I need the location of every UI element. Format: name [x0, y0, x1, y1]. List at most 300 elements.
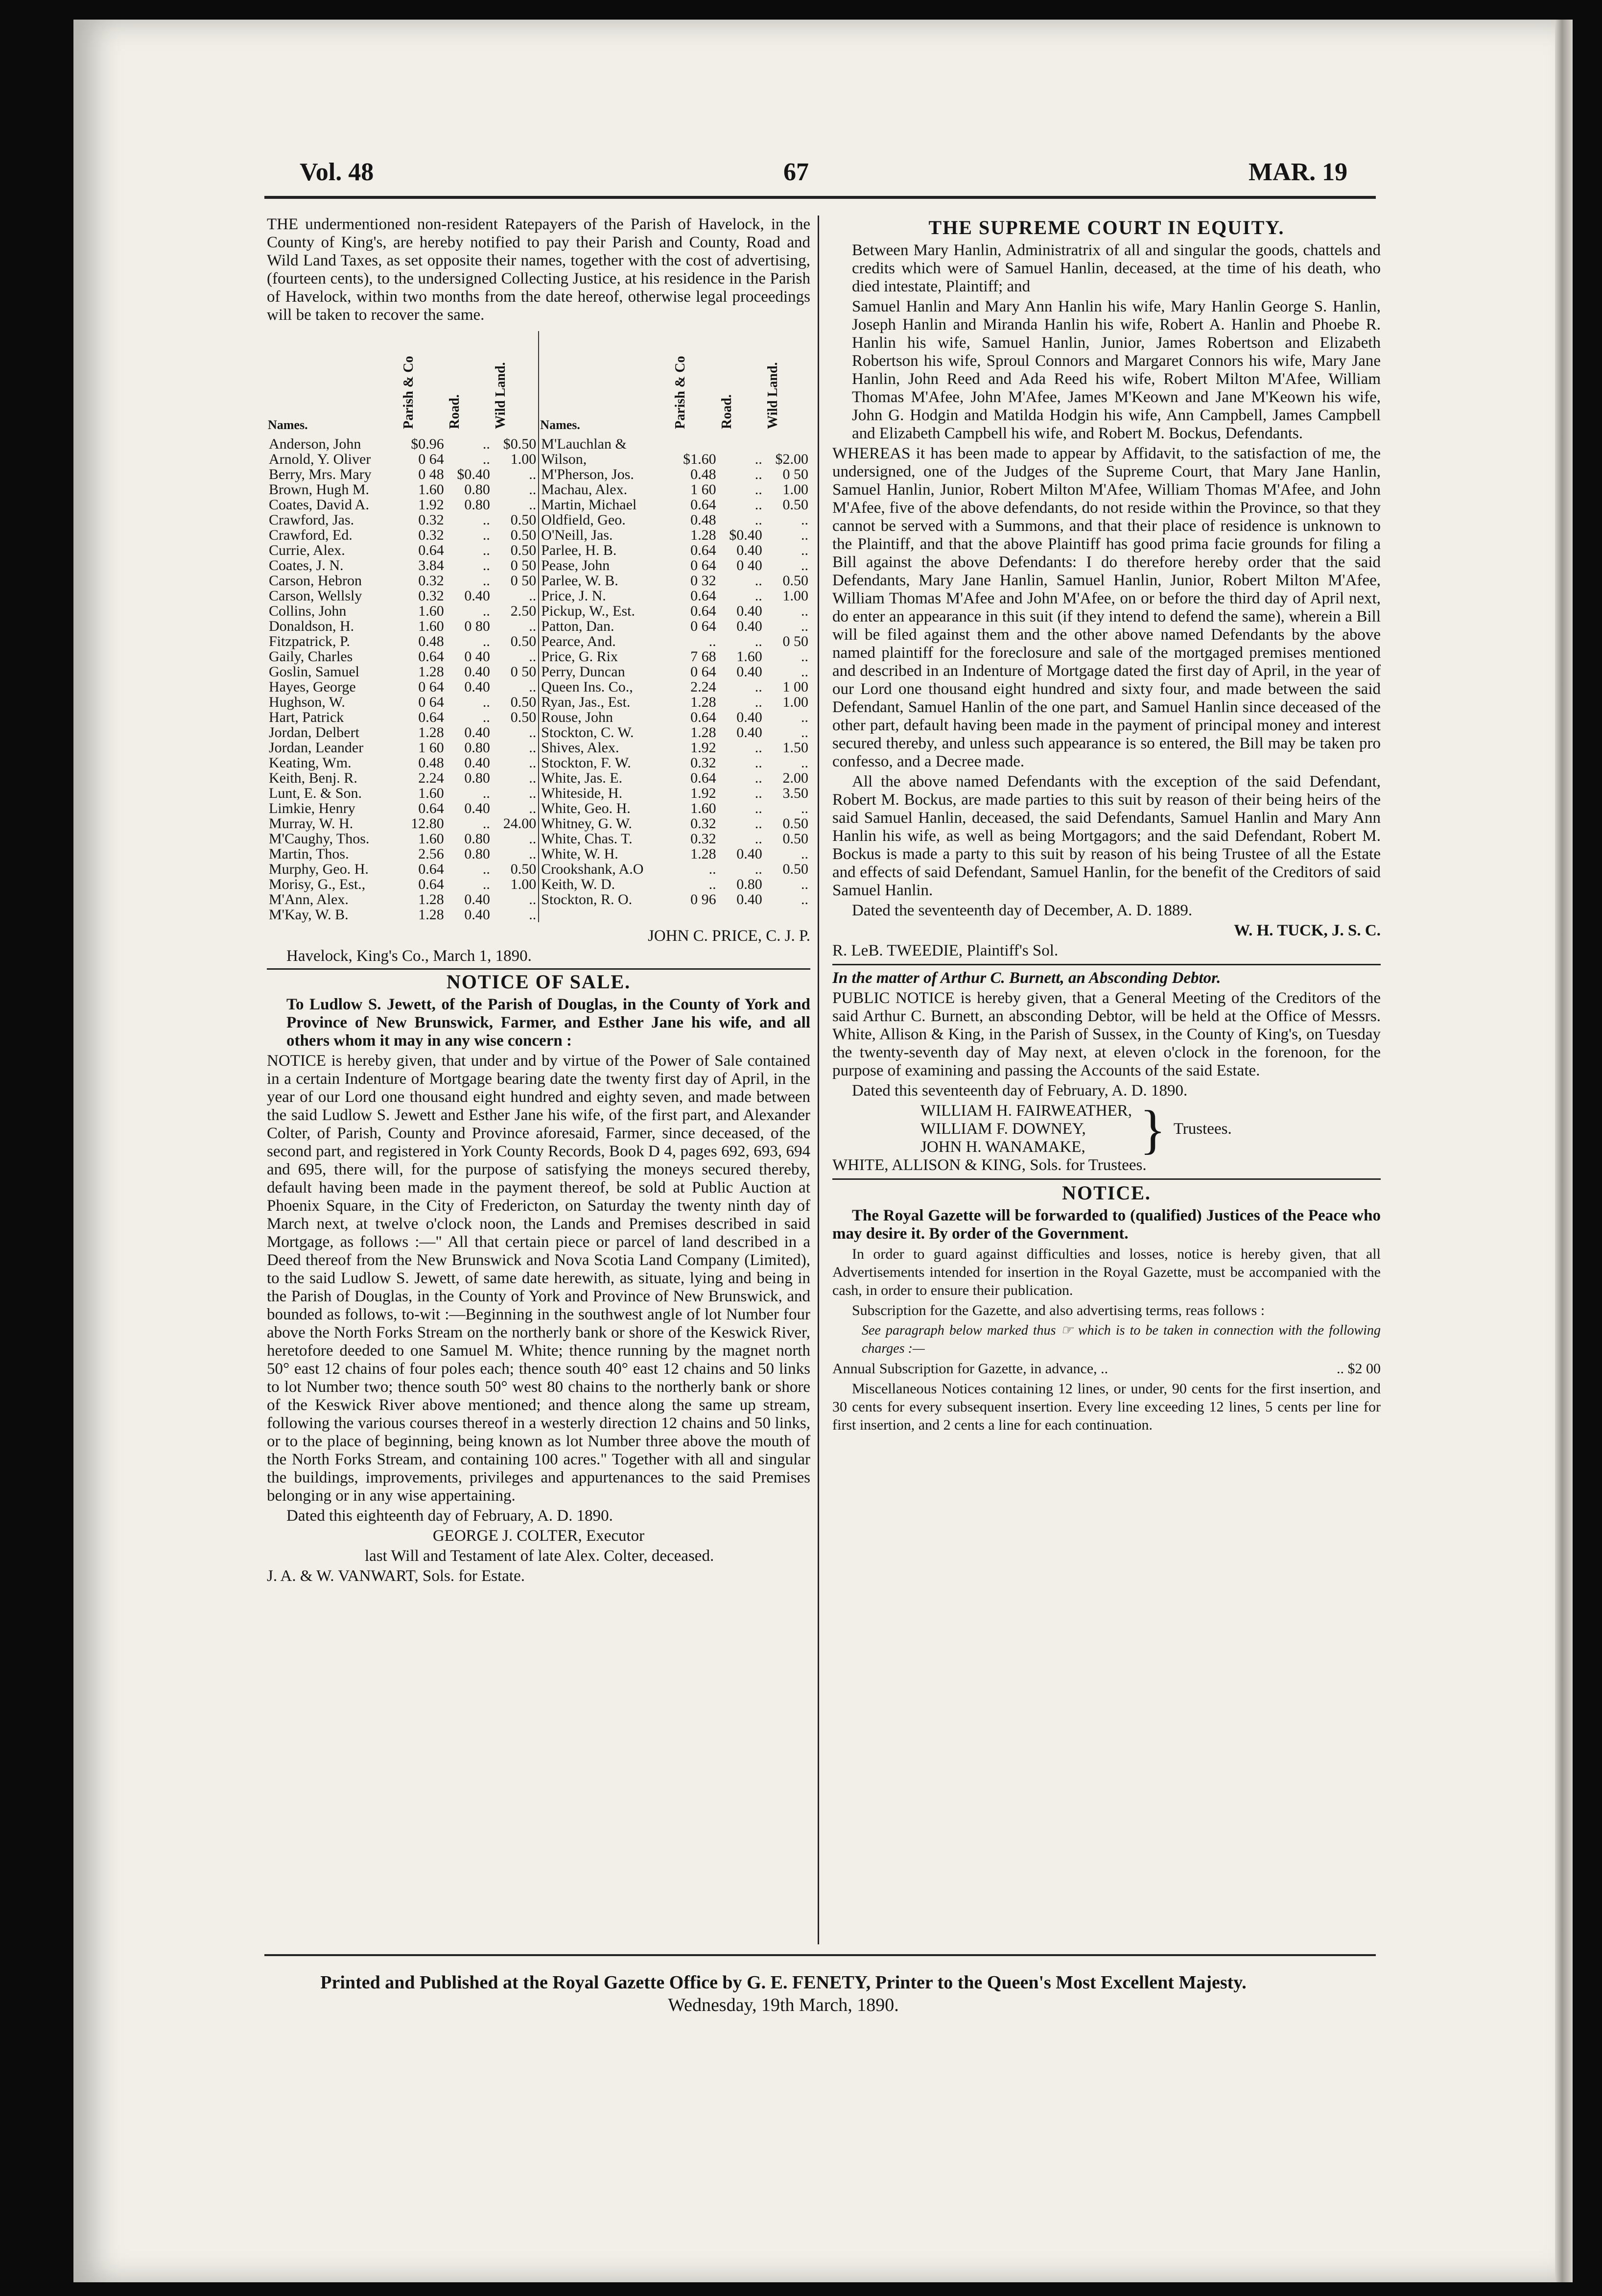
table-cell: Arnold, Y. Oliver [269, 451, 371, 467]
table-cell: Keith, W. D. [539, 877, 672, 892]
table-cell: M'Lauchlan & [539, 436, 672, 452]
table-cell: 2.00 [782, 770, 808, 786]
table-cell: Carson, Hebron [269, 573, 362, 589]
col-parish-2: Parish & Co [673, 356, 688, 429]
notice-misc: Miscellaneous Notices containing 12 lines, or under, 90 cents for the first insertion, and 30 cents for every subsequent insertion. Every line exceeding 12 lines, 5 cents per line for first insertion, and 2 cents a line for each continuation. [832, 1381, 1381, 1433]
footer-date: Wednesday, 19th March, 1890. [668, 1995, 899, 2015]
table-cell: 0.40 [464, 755, 490, 771]
table-cell: .. [754, 831, 762, 847]
table-cell: 0 50 [782, 633, 808, 649]
table-cell: 0.48 [690, 512, 716, 528]
trustees-block [832, 1099, 1381, 1159]
table-cell: 1.00 [782, 588, 808, 604]
table-cell: White, Jas. E. [539, 770, 672, 786]
issue-date: MAR. 19 [1249, 158, 1348, 186]
table-cell: 1.00 [782, 481, 808, 498]
table-cell: 0.40 [464, 724, 490, 741]
table-cell: .. [754, 588, 762, 604]
table-row [267, 603, 810, 619]
table-cell: 0.80 [464, 481, 490, 498]
table-cell: 0.40 [464, 907, 490, 923]
table-cell: .. [482, 709, 490, 725]
page-edge [1555, 20, 1573, 2282]
table-row [267, 467, 810, 482]
table-cell [539, 907, 672, 922]
table-cell: Pearce, And. [539, 634, 672, 649]
table-cell [718, 436, 764, 452]
table-row [267, 664, 810, 679]
table-cell: 3.50 [782, 785, 808, 801]
table-cell: 1 60 [418, 740, 444, 756]
table-cell: .. [482, 785, 490, 801]
table-cell: .. [801, 618, 808, 634]
table-cell: 12.80 [411, 815, 444, 832]
table-cell: .. [754, 679, 762, 695]
table-cell: Keith, Benj. R. [269, 770, 357, 786]
table-cell: 0 50 [510, 573, 537, 589]
table-cell: M'Pherson, Jos. [539, 467, 672, 482]
table-cell: Carson, Wellsly [269, 588, 362, 604]
table-cell: Parlee, W. B. [539, 573, 672, 588]
table-cell: Crawford, Jas. [269, 512, 354, 528]
table-cell: 0.50 [510, 527, 537, 543]
column-rule [818, 215, 819, 1944]
table-cell: 0.32 [418, 588, 444, 604]
table-cell: Limkie, Henry [269, 800, 355, 816]
table-cell: Donaldson, H. [269, 618, 354, 634]
table-cell: .. [801, 709, 808, 725]
table-cell: 0 96 [690, 891, 716, 908]
table-cell: 0.32 [418, 573, 444, 589]
table-cell: Hayes, George [269, 679, 356, 695]
table-cell: Fitzpatrick, P. [269, 633, 350, 649]
table-cell: .. [482, 633, 490, 649]
table-row [267, 436, 810, 452]
notice-line-4: See paragraph below marked thus ☞ which is to be taken in connection with the following charges :— [862, 1323, 1381, 1356]
table-cell: 0.32 [690, 815, 716, 832]
trustee-3: JOHN H. WANAMAKE, [920, 1138, 1085, 1156]
table-cell: 2.50 [510, 603, 537, 619]
table-cell: 0.40 [736, 618, 762, 634]
table-cell: Machau, Alex. [539, 482, 672, 497]
table-cell: Ryan, Jas., Est. [539, 694, 672, 710]
table-cell: 0 50 [510, 557, 537, 574]
left-column [267, 215, 810, 1587]
equity-whereas: WHEREAS it has been made to appear by Affidavit, to the satisfaction of me, the undersigned, one of the Judges of the Supreme Court, that Mary Jane Hanlin, Samuel Hanlin, Junior, Robert Milton M'Afee, William Thomas M'Afee, and John M'Afee, five of the above defendants, do not reside within the Province, so that they cannot be served with a Summons, and that their place of residence is unknown to the Plaintiff, and that the above Plaintiff has good prima facie grounds for filing a Bill against the above Defendants: I do therefore hereby order that the said Defendants, Mary Jane Hanlin, Samuel Hanlin, Junior, Robert Milton M'Afee, William Thomas M'Afee and John M'Afee, on or before the third day of April next, do enter an appearance in this suit (if they intend to defend the same), wherein a Bill will be filed against them and the other above named Defendants by the above named plaintiff for the foreclosure and sale of the mortgaged premises mentioned and described in an Indenture of Mortgage dated the first day of April, in the year of our Lord one thousand eight hundred and sixty four, and made between the said Defendant, Samuel Hanlin of the one part, and Samuel Hanlin since deceased of the other part, default having been made in the payment of principal money and interest secured thereby, and unless such appearance is so entered, the Bill may be taken pro confesso, and a Decree made. [832, 445, 1381, 770]
right-column [832, 215, 1381, 1436]
table-cell: White, Chas. T. [539, 831, 672, 846]
table-cell: .. [754, 497, 762, 513]
equity-parties-1: Between Mary Hanlin, Administratrix of all and singular the goods, chattels and credits which were of Samuel Hanlin, deceased, at the time of his death, who died intestate, Plaintiff; and [852, 241, 1381, 295]
table-cell: Pickup, W., Est. [539, 603, 672, 619]
table-cell: .. [754, 740, 762, 756]
table-row [267, 816, 810, 831]
table-cell: 0.80 [464, 497, 490, 513]
table-row [267, 846, 810, 861]
table-cell [718, 907, 764, 922]
burnett-rule [832, 964, 1381, 965]
table-cell: Coates, David A. [269, 497, 369, 513]
table-cell: 0.32 [690, 831, 716, 847]
table-cell: Wilson, [539, 452, 672, 467]
annual-subscription [832, 1360, 1381, 1378]
table-cell: .. [529, 770, 537, 786]
table-cell: .. [801, 527, 808, 543]
table-cell [764, 907, 810, 922]
table-cell: 0.40 [736, 846, 762, 862]
table-cell: 0.50 [510, 542, 537, 558]
sale-executor-2: last Will and Testament of late Alex. Colter, deceased. [365, 1547, 714, 1565]
table-cell: 1.00 [510, 876, 537, 892]
notice-title: NOTICE. [1062, 1182, 1151, 1204]
table-cell: 7 68 [690, 648, 716, 665]
table-cell: .. [529, 800, 537, 816]
table-row [267, 619, 810, 634]
table-cell: $0.40 [457, 466, 490, 482]
table-row [267, 786, 810, 801]
table-cell: .. [801, 664, 808, 680]
trustee-2: WILLIAM F. DOWNEY, [920, 1120, 1086, 1138]
table-cell: .. [754, 800, 762, 816]
table-cell: .. [754, 755, 762, 771]
table-cell: 0.50 [510, 709, 537, 725]
table-row [267, 573, 810, 588]
table-cell: 0 40 [736, 557, 762, 574]
table-cell: 1.00 [510, 451, 537, 467]
table-cell: Goslin, Samuel [269, 664, 359, 680]
table-row [267, 649, 810, 664]
table-cell: 0.40 [736, 724, 762, 741]
table-row [267, 710, 810, 725]
header-rule [264, 196, 1376, 199]
table-cell: 0.64 [690, 603, 716, 619]
table-cell: 0.48 [690, 466, 716, 482]
page-number: 67 [783, 158, 809, 186]
table-cell: 0.64 [690, 770, 716, 786]
table-cell: 0.50 [782, 831, 808, 847]
table-row [267, 679, 810, 694]
table-cell: 1.28 [418, 724, 444, 741]
table-cell: 0.80 [464, 740, 490, 756]
table-cell: 3.84 [418, 557, 444, 574]
table-cell: .. [754, 785, 762, 801]
table-cell: Price, J. N. [539, 588, 672, 603]
table-cell: 0 48 [418, 466, 444, 482]
col-names: Names. [268, 418, 308, 432]
ratepayers-dateline: Havelock, King's Co., March 1, 1890. [286, 947, 532, 965]
table-cell: 0.80 [464, 846, 490, 862]
table-cell: .. [754, 861, 762, 877]
table-cell: .. [482, 815, 490, 832]
table-row [267, 831, 810, 846]
table-row [267, 527, 810, 543]
table-cell: Stockton, R. O. [539, 892, 672, 907]
table-cell: 1.92 [418, 497, 444, 513]
table-cell: Stockton, F. W. [539, 755, 672, 770]
table-cell: 2.56 [418, 846, 444, 862]
table-cell: 1.28 [690, 527, 716, 543]
table-cell [672, 907, 718, 922]
table-cell: 24.00 [503, 815, 537, 832]
table-cell: 0.40 [736, 664, 762, 680]
burnett-body: PUBLIC NOTICE is hereby given, that a General Meeting of the Creditors of the said Arthur C. Burnett, an absconding Debtor, will be held at the Office of Messrs. White, Allison & King, in the Parish of Sussex, in the County of King's, on Tuesday the twenty-seventh day of May next, at eleven o'clock in the forenoon, for the purpose of examining and passing the Accounts of the said Estate. [832, 989, 1381, 1079]
table-cell: .. [482, 527, 490, 543]
table-cell: Gaily, Charles [269, 648, 353, 665]
table-cell: 0.50 [510, 512, 537, 528]
table-cell: 0.40 [736, 542, 762, 558]
table-cell: .. [482, 603, 490, 619]
table-cell: Price, G. Rix [539, 649, 672, 664]
table-cell: 1.28 [418, 664, 444, 680]
table-cell: Parlee, H. B. [539, 543, 672, 558]
table-cell: 0.64 [418, 876, 444, 892]
table-cell: 1.28 [690, 724, 716, 741]
trustee-1: WILLIAM H. FAIRWEATHER, [920, 1102, 1132, 1120]
table-cell: 0.40 [464, 679, 490, 695]
table-cell: 1.60 [418, 618, 444, 634]
table-row [267, 452, 810, 467]
table-row [267, 558, 810, 573]
table-cell: .. [708, 633, 716, 649]
trustees-label: Trustees. [1173, 1120, 1232, 1138]
table-cell: .. [529, 891, 537, 908]
table-cell: Jordan, Leander [269, 740, 364, 756]
table-cell: .. [482, 876, 490, 892]
table-cell: Keating, Wm. [269, 755, 352, 771]
table-cell: 0 50 [510, 664, 537, 680]
table-cell: $0.50 [503, 436, 537, 452]
table-cell: Anderson, John [269, 436, 361, 452]
sale-dated: Dated this eighteenth day of February, A. D. 1890. [286, 1507, 613, 1525]
table-cell: .. [754, 633, 762, 649]
col-wild-2: Wild Land. [765, 362, 780, 429]
burnett-dated: Dated this seventeenth day of February, A. D. 1890. [852, 1082, 1188, 1100]
sale-solicitors: J. A. & W. VANWART, Sols. for Estate. [267, 1567, 525, 1585]
notice-line-1: The Royal Gazette will be forwarded to (qualified) Justices of the Peace who may desire it. By order of the Government. [832, 1207, 1381, 1243]
table-row [267, 892, 810, 907]
table-cell: 0.50 [510, 694, 537, 710]
table-cell: 0.40 [464, 588, 490, 604]
table-cell: 0.64 [690, 497, 716, 513]
table-cell: 0 80 [464, 618, 490, 634]
col-road: Road. [447, 394, 462, 429]
table-cell: .. [801, 557, 808, 574]
table-cell: 1.00 [782, 694, 808, 710]
table-cell: 0 64 [690, 664, 716, 680]
table-cell: .. [529, 588, 537, 604]
table-cell: Lunt, E. & Son. [269, 785, 362, 801]
table-cell: 0.40 [736, 603, 762, 619]
table-cell: .. [482, 861, 490, 877]
table-cell: .. [801, 891, 808, 908]
trustees-brace-icon: } [1140, 1099, 1166, 1159]
table-cell: Hart, Patrick [269, 709, 344, 725]
table-cell: .. [754, 512, 762, 528]
table-cell: 0.48 [418, 633, 444, 649]
table-cell: 1.60 [418, 481, 444, 498]
table-cell: 0.80 [464, 831, 490, 847]
table-cell: M'Kay, W. B. [269, 907, 349, 923]
table-cell: 0.48 [418, 755, 444, 771]
table-cell: .. [482, 542, 490, 558]
table-cell: Stockton, C. W. [539, 725, 672, 740]
table-cell: Perry, Duncan [539, 664, 672, 679]
table-cell: .. [801, 846, 808, 862]
table-cell: Murphy, Geo. H. [269, 861, 369, 877]
col-road-2: Road. [719, 394, 734, 429]
table-cell: $1.60 [683, 451, 716, 467]
table-cell: 0 64 [418, 451, 444, 467]
table-cell: Coates, J. N. [269, 557, 344, 574]
table-cell: 2.24 [418, 770, 444, 786]
table-cell: $2.00 [775, 451, 808, 467]
table-cell: .. [801, 603, 808, 619]
table-cell: Patton, Dan. [539, 619, 672, 634]
table-cell: Collins, John [269, 603, 347, 619]
table-cell: 0.40 [736, 709, 762, 725]
burnett-heading: In the matter of Arthur C. Burnett, an Absconding Debtor. [832, 969, 1221, 987]
table-cell: 0.64 [418, 800, 444, 816]
table-cell: 1.60 [736, 648, 762, 665]
table-row [267, 770, 810, 786]
sale-title: NOTICE OF SALE. [446, 971, 631, 993]
table-cell: 0.64 [690, 588, 716, 604]
table-cell: Murray, W. H. [269, 815, 353, 832]
table-cell: Queen Ins. Co., [539, 679, 672, 694]
table-cell: Hughson, W. [269, 694, 345, 710]
table-row [267, 497, 810, 512]
table-row [267, 482, 810, 497]
table-row [267, 512, 810, 527]
table-cell: 0 64 [418, 694, 444, 710]
table-cell: 0.64 [418, 648, 444, 665]
notice-rule [832, 1178, 1381, 1180]
sale-executor: GEORGE J. COLTER, Executor [432, 1527, 645, 1545]
equity-dated: Dated the seventeenth day of December, A. D. 1889. [852, 902, 1193, 919]
table-cell: 0.64 [418, 861, 444, 877]
table-cell: .. [529, 785, 537, 801]
table-row [267, 694, 810, 710]
table-cell: 1.28 [690, 694, 716, 710]
col-names-2: Names. [540, 418, 580, 432]
table-cell: 1.60 [418, 831, 444, 847]
table-cell: Morisy, G., Est., [269, 876, 366, 892]
equity-solicitor: R. LeB. TWEEDIE, Plaintiff's Sol. [832, 942, 1059, 959]
table-row [267, 543, 810, 558]
table-cell: Rouse, John [539, 710, 672, 725]
table-cell: .. [529, 497, 537, 513]
table-cell: 0.40 [464, 800, 490, 816]
table-cell: .. [708, 876, 716, 892]
col-wild: Wild Land. [493, 362, 508, 429]
table-cell: .. [801, 800, 808, 816]
table-cell: 0.80 [464, 770, 490, 786]
table-cell: .. [754, 770, 762, 786]
table-cell: .. [754, 694, 762, 710]
table-cell: 0.50 [510, 861, 537, 877]
footer-rule [264, 1954, 1376, 1956]
volume-label: Vol. 48 [300, 158, 374, 186]
table-cell: .. [529, 831, 537, 847]
sale-body: NOTICE is hereby given, that under and by virtue of the Power of Sale contained in a certain Indenture of Mortgage bearing date the twenty first day of April, in the year of our Lord one thousand eight hundred and eighty seven, and made between the said Ludlow S. Jewett and Esther Jane his wife, of the first part, and Alexander Colter, of Parish, County and Province aforesaid, Farmer, since deceased, of the second part, and registered in York County Records, Book D 4, pages 692, 693, 694 and 695, there will, for the purpose of satisfying the moneys secured thereby, default having been made in the payment thereof, be sold at Public Auction at Phoenix Square, in the City of Fredericton, on Saturday the twenty ninth day of March next, at twelve o'clock noon, the Lands and Premises described in said Mortgage, as follows :—" All that certain piece or parcel of land described in a Deed thereof from the New Brunswick and Nova Scotia Land Company (Limited), to the said Ludlow S. Jewett, of same date herewith, as situate, lying and being in the Parish of Douglas, in the County of York and Province of New Brunswick, and bounded as follows, to-wit :—Beginning in the southwest angle of lot Number four above the North Forks Stream on the northerly bank or shore of the Keswick River, heretofore deeded to one Samuel M. White; thence running by the magnet north 50° east 12 chains of four poles each; thence south 40° east 12 chains and 50 links to lot Number two; thence south 50° west 80 chains to the northerly bank or shore of the Keswick River above mentioned; and thence along the same up stream, following the various courses thereof in a westerly direction 12 chains and 50 links, or to the place of beginning, being known as lot Number three above the mouth of the North Forks Stream, and containing 100 acres." Together with all and singular the buildings, improvements, privileges and appurtenances to the said Premises belonging or in any wise appertaining. [267, 1052, 810, 1505]
table-row [267, 725, 810, 740]
footer [196, 1971, 1371, 2016]
table-cell: .. [482, 436, 490, 452]
table-cell: .. [529, 648, 537, 665]
equity-judge: W. H. TUCK, J. S. C. [1234, 922, 1381, 939]
table-cell: $0.96 [411, 436, 444, 452]
table-cell: 1 60 [690, 481, 716, 498]
ratepayers-intro: THE undermentioned non-resident Ratepayers of the Parish of Havelock, in the County of King's, are hereby notified to pay their Parish and County, Road and Wild Land Taxes, as set opposite their names, together with the cost of advertising, (fourteen cents), to the undersigned Collecting Justice, at his residence in the Parish of Havelock, within two months from the date hereof, otherwise legal proceedings will be taken to recover the same. [267, 215, 810, 324]
ratepayers-signature: JOHN C. PRICE, C. J. P. [648, 927, 810, 945]
table-cell: White, Geo. H. [539, 801, 672, 816]
table-cell: 0 32 [690, 573, 716, 589]
table-cell: 0.50 [782, 573, 808, 589]
annual-value: .. $2 00 [1337, 1361, 1381, 1377]
table-cell: 2.24 [690, 679, 716, 695]
table-row [267, 588, 810, 603]
table-cell: .. [801, 876, 808, 892]
table-cell: 1.92 [690, 785, 716, 801]
table-cell: .. [754, 573, 762, 589]
table-cell: .. [482, 573, 490, 589]
sale-rule [267, 968, 810, 970]
notice-line-3: Subscription for the Gazette, and also advertising terms, reas follows : [852, 1302, 1265, 1318]
table-cell: .. [754, 466, 762, 482]
table-cell: Oldfield, Geo. [539, 512, 672, 527]
table-cell: .. [529, 466, 537, 482]
table-cell: .. [529, 724, 537, 741]
table-cell: O'Neill, Jas. [539, 527, 672, 543]
table-cell: .. [801, 512, 808, 528]
table-cell: .. [529, 755, 537, 771]
table-cell: 1.92 [690, 740, 716, 756]
table-cell: M'Caughy, Thos. [269, 831, 370, 847]
table-cell: 0.50 [782, 815, 808, 832]
table-cell: 0.40 [464, 664, 490, 680]
table-row [267, 755, 810, 770]
notice-line-2: In order to guard against difficulties and losses, notice is hereby given, that all Advertisements intended for insertion in the Royal Gazette, must be accompanied with the cash, in order to ensure their publication. [832, 1246, 1381, 1298]
table-cell: Martin, Michael [539, 497, 672, 512]
table-cell: .. [529, 679, 537, 695]
table-cell: Currie, Alex. [269, 542, 345, 558]
table-cell: 0.64 [690, 542, 716, 558]
equity-title: THE SUPREME COURT IN EQUITY. [928, 216, 1285, 239]
table-cell: M'Ann, Alex. [269, 891, 349, 908]
table-cell: .. [801, 755, 808, 771]
table-cell: .. [529, 846, 537, 862]
table-cell: .. [482, 557, 490, 574]
table-cell: .. [482, 512, 490, 528]
table-cell: 0.80 [736, 876, 762, 892]
table-cell: Whitney, G. W. [539, 816, 672, 831]
equity-all-above: All the above named Defendants with the exception of the said Defendant, Robert M. Bockus, are made parties to this suit by reason of their being heirs of the said Samuel Hanlin, deceased, the said Defendants, Samuel Hanlin and Mary Ann Hanlin his wife, as well as being Mortgagors; and the said Defendant, Robert M. Bockus is made a party to this suit by reason of his being Trustee of all the Estate and effects of said Defendant, Samuel Hanlin, for the benefit of the Creditors of said Samuel Hanlin. [832, 773, 1381, 899]
table-cell: Whiteside, H. [539, 786, 672, 801]
table-cell: 0.32 [418, 512, 444, 528]
table-cell: 0.32 [690, 755, 716, 771]
table-cell: 1.60 [418, 785, 444, 801]
col-parish: Parish & Co [400, 356, 416, 429]
table-cell: Shives, Alex. [539, 740, 672, 755]
table-cell: 1 00 [782, 679, 808, 695]
table-cell: .. [482, 451, 490, 467]
table-cell: .. [708, 861, 716, 877]
sale-address: To Ludlow S. Jewett, of the Parish of Douglas, in the County of York and Province of New Brunswick, Farmer, and Esther Jane his wife, and all others whom it may in any wise concern : [286, 996, 810, 1050]
table-cell: 0 64 [418, 679, 444, 695]
table-cell: 0 64 [690, 618, 716, 634]
table-cell: 0 40 [464, 648, 490, 665]
table-cell: .. [801, 542, 808, 558]
